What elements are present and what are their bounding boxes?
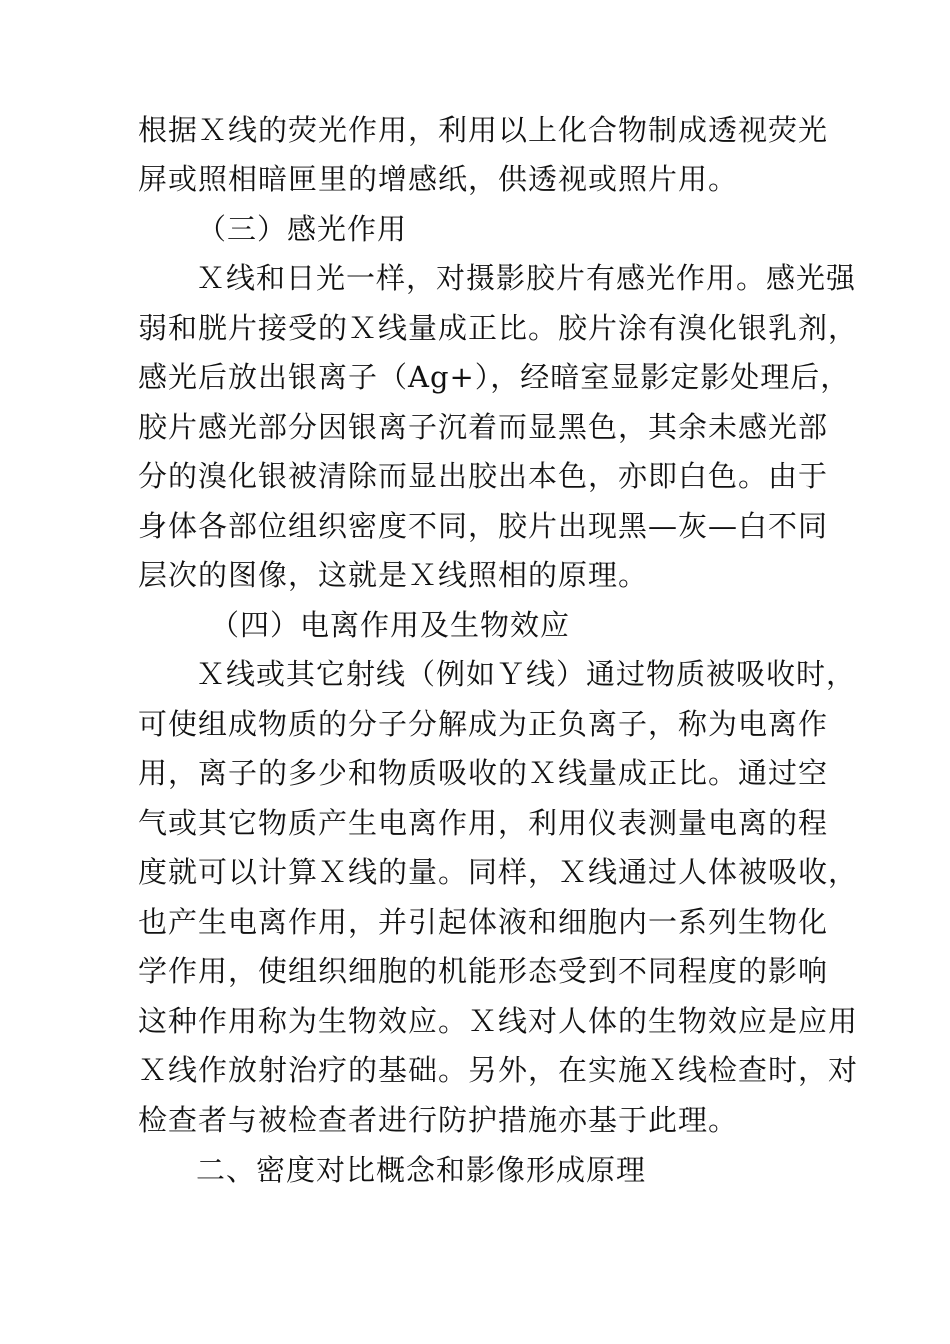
text-line: 身体各部位组织密度不同，胶片出现黑—灰—白不同	[138, 509, 829, 543]
text-line: 感光后放出银离子（Ag+），经暗室显影定影处理后，	[138, 360, 851, 394]
text-line: 学作用，使组织细胞的机能形态受到不同程度的影响	[138, 954, 829, 988]
text-line: 胶片感光部分因银离子沉着而显黑色，其余未感光部	[138, 410, 829, 444]
text-line: 检查者与被检查者进行防护措施亦基于此理。	[138, 1103, 739, 1137]
text-line: 根据Ｘ线的荧光作用，利用以上化合物制成透视荧光	[138, 113, 829, 147]
text-line: 层次的图像，这就是Ｘ线照相的原理。	[138, 558, 649, 592]
section-heading: 二、密度对比概念和影像形成原理	[196, 1153, 647, 1187]
text-line: 屏或照相暗匣里的增感纸，供透视或照片用。	[138, 162, 739, 196]
text-line: Ｘ线或其它射线（例如Ｙ线）通过物质被吸收时，	[196, 657, 857, 691]
text-line: 用，离子的多少和物质吸收的Ｘ线量成正比。通过空	[138, 756, 829, 790]
text-line: 度就可以计算Ｘ线的量。同样，Ｘ线通过人体被吸收，	[138, 855, 859, 889]
text-line: 这种作用称为生物效应。Ｘ线对人体的生物效应是应用	[138, 1004, 859, 1038]
text-line: 可使组成物质的分子分解成为正负离子，称为电离作	[138, 707, 829, 741]
text-line: 气或其它物质产生电离作用，利用仪表测量电离的程	[138, 806, 829, 840]
text-line: 弱和胱片接受的Ｘ线量成正比。胶片涂有溴化银乳剂，	[138, 311, 859, 345]
section-heading: （四）电离作用及生物效应	[210, 608, 571, 642]
text-line: 分的溴化银被清除而显出胶出本色，亦即白色。由于	[138, 459, 829, 493]
text-line: Ｘ线作放射治疗的基础。另外，在实施Ｘ线检查时，对	[138, 1053, 859, 1087]
text-line: 也产生电离作用，并引起体液和细胞内一系列生物化	[138, 905, 829, 939]
section-heading: （三）感光作用	[197, 212, 408, 246]
text-line: Ｘ线和日光一样，对摄影胶片有感光作用。感光强	[196, 261, 857, 295]
